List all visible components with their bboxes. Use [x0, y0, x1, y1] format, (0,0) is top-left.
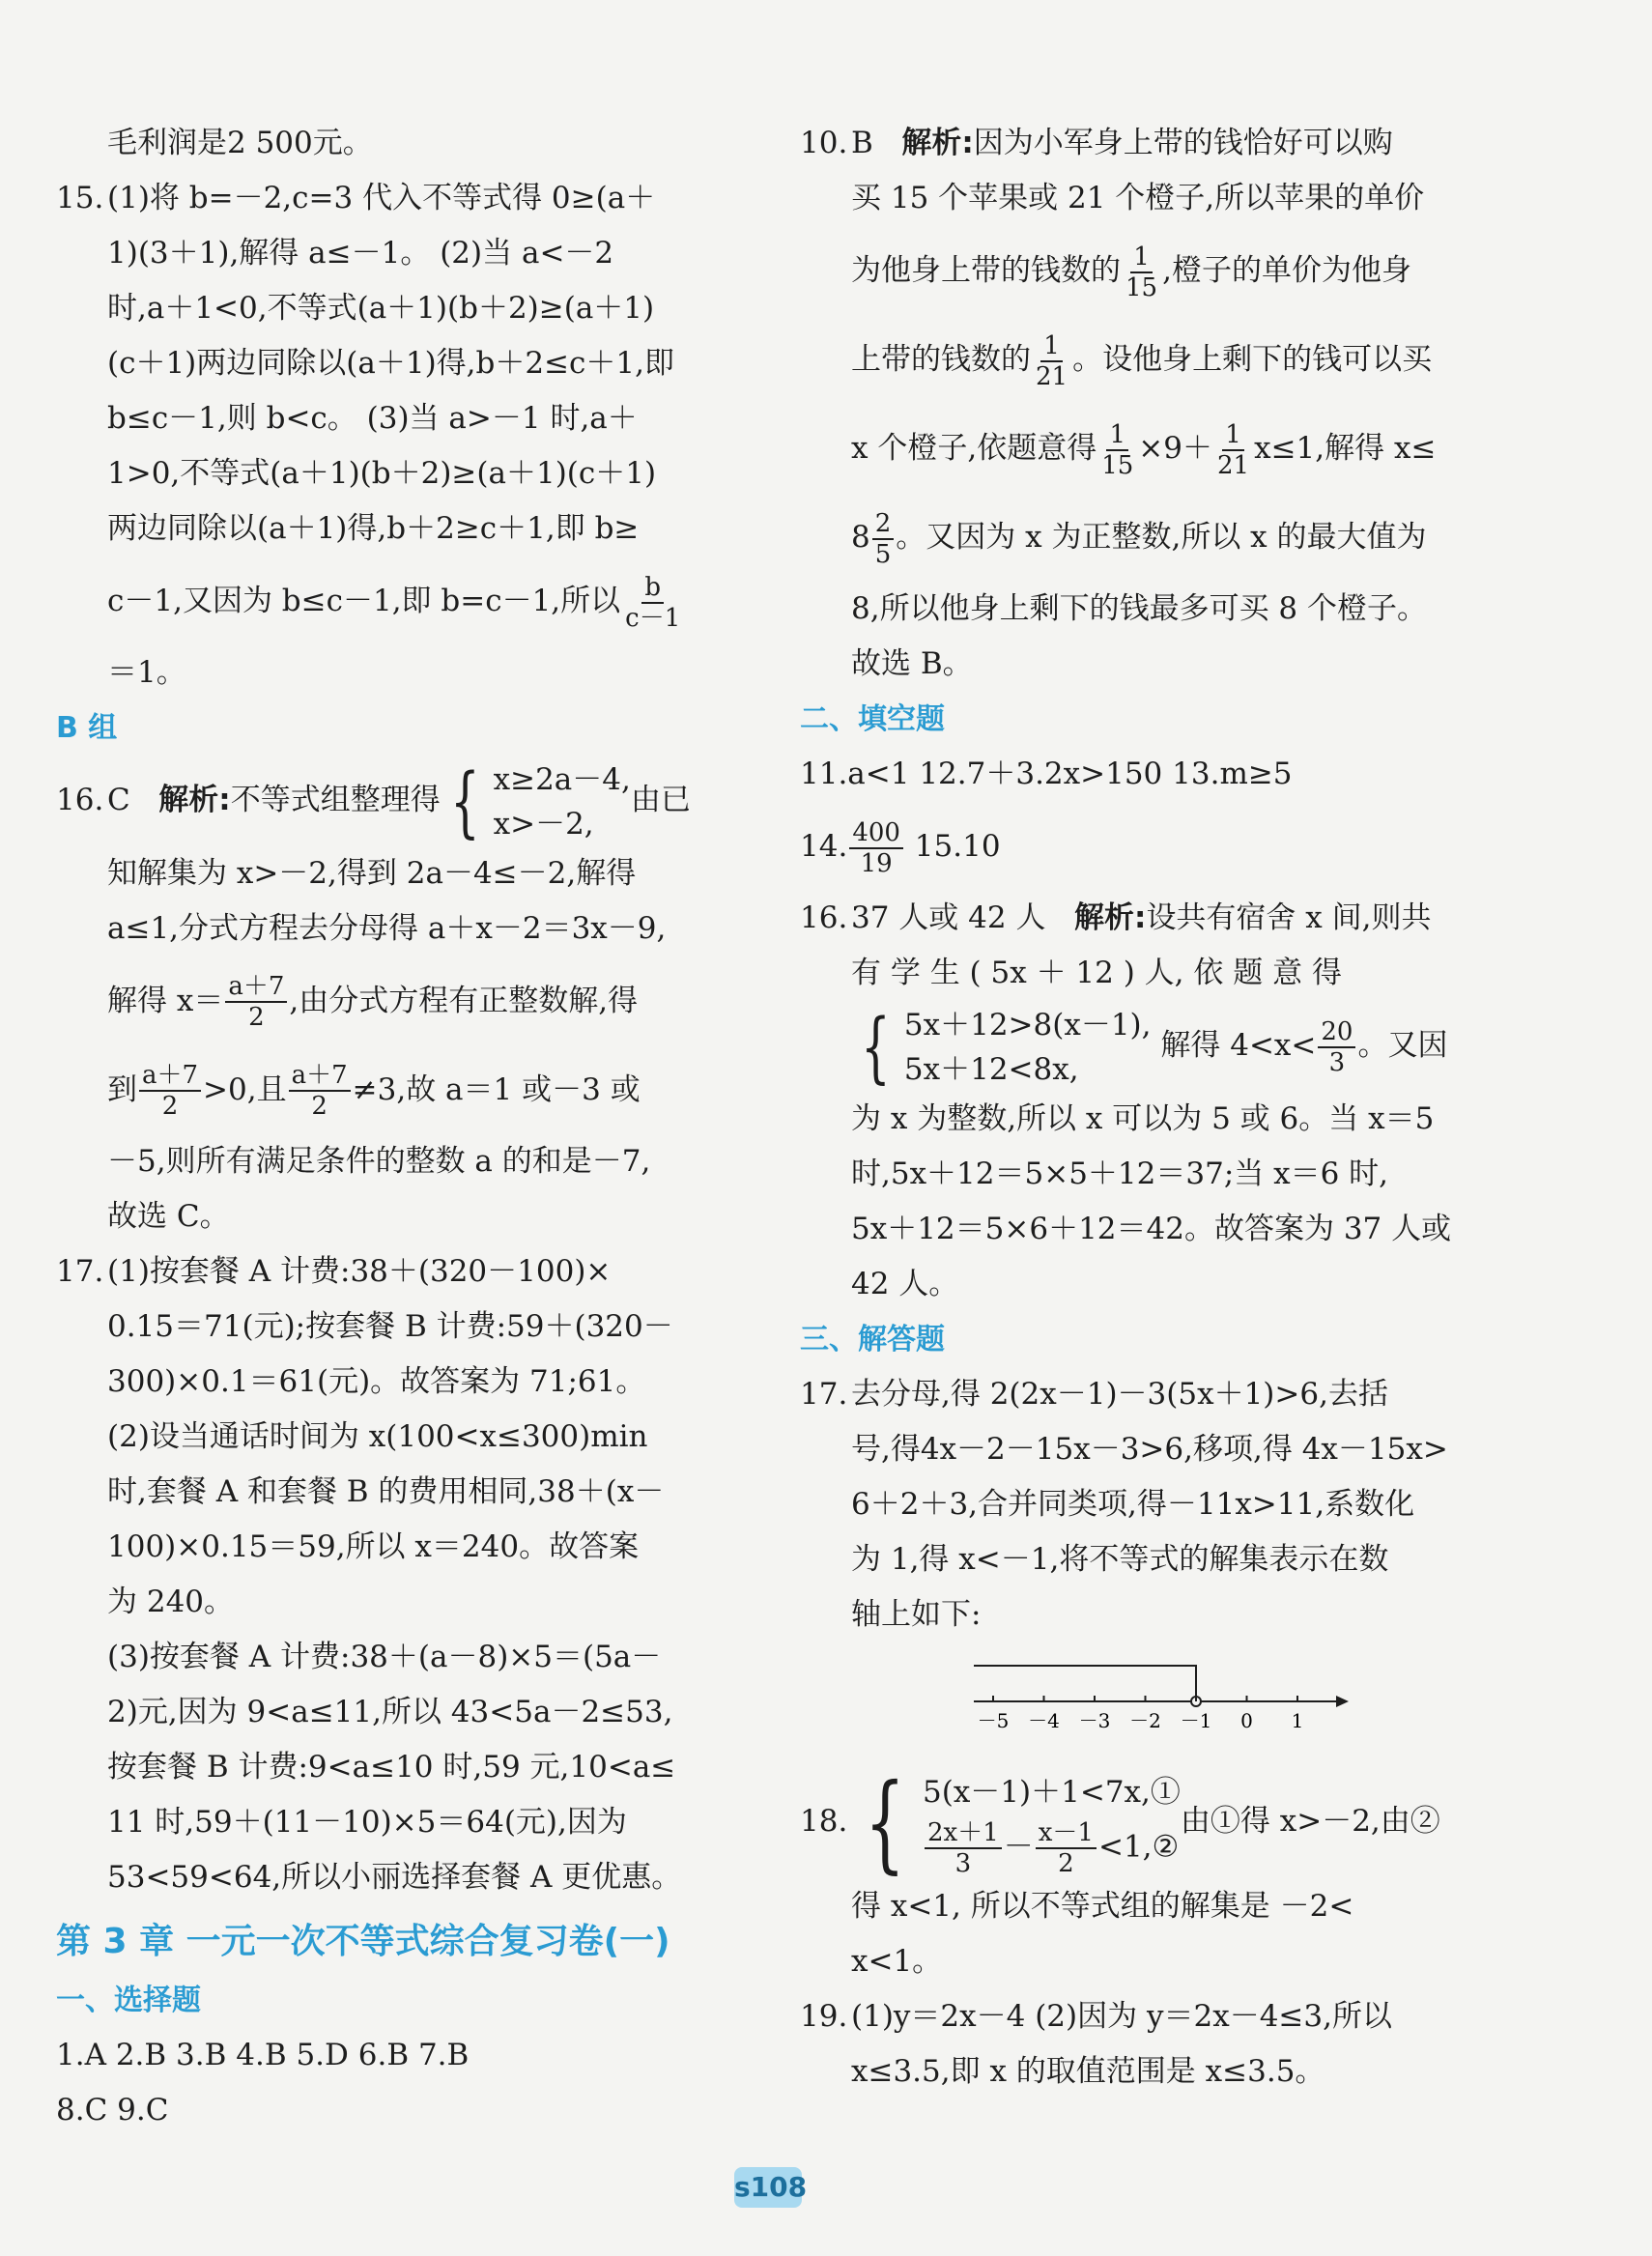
text-line: 轴上如下:	[851, 1596, 982, 1632]
question-number: 15.	[56, 181, 104, 215]
inequality-system: { x≥2a－4, x>－2,	[449, 756, 631, 846]
section-heading-group-b: B 组	[56, 711, 118, 745]
text-line: 6＋2＋3,合并同类项,得－11x>11,系数化	[851, 1486, 1415, 1522]
fraction: $\frac{20}{3}$	[1318, 1017, 1355, 1077]
text-line: 时,套餐 A 和套餐 B 的费用相同,38＋(x－	[107, 1473, 665, 1509]
question-18: 18. { 5(x－1)＋1<7x,① $\frac{2x+1}{3}$ － $\frac{x-1}{2}$ <1,② 由①得 x>－2,由② 得 x<1, 所以不等式组的解集是 －2< x<1。	[800, 1763, 1457, 1989]
axis-tick-label: －3	[1078, 1708, 1111, 1732]
text-line: 时,5x＋12＝5×5＋12＝37;当 x＝6 时,	[851, 1156, 1389, 1191]
section-heading-fill: 二、填空题	[800, 702, 945, 736]
text-line: x<1。	[851, 1943, 943, 1979]
question-16: 16. 37 人或 42 人 解析:设共有宿舍 x 间,则共 有 学 生 ( 5x ＋ 12 ) 人, 依 题 意 得 { 5x＋12>8(x－1), 5x＋12<8x, 解得 4<x< $\frac{20}{3}$ 。又因 为 x 为整数,所以 x 可以为 5 或 6。当 x＝5 时,5x＋12＝5×5＋12＝37;当 x＝6 时, 5x＋12＝5×6＋12＝42。故答案为 37 人或 42 人。	[800, 891, 1457, 1312]
text-line: 知解集为 x>－2,得到 2a－4≤－2,解得	[107, 855, 637, 891]
question-number: 17.	[56, 1253, 104, 1289]
inequality-system: { 5(x－1)＋1<7x,① $\frac{2x+1}{3}$ － $\frac{x-1}{2}$ <1,②	[865, 1760, 1181, 1884]
choice-answers-line: 1.A 2.B 3.B 4.B 5.D 6.B 7.B	[56, 2037, 470, 2072]
text-line: { 5x＋12>8(x－1), 5x＋12<8x, 解得 4<x< $\frac{20}{3}$ 。又因	[800, 1001, 1457, 1092]
fill-answers-line: 11.a<1 12.7＋3.2x>150 13.m≥5	[800, 757, 1293, 791]
fraction: $\frac{1}{15}$	[1101, 419, 1134, 480]
number-line-diagram	[964, 1648, 1457, 1754]
axis-tick-label: 0	[1240, 1708, 1253, 1732]
text-line: a≤1,分式方程去分母得 a＋x－2＝3x－9,	[107, 910, 667, 946]
fraction: $\frac{a+7}{2}$	[139, 1061, 201, 1121]
page-number-badge: s108	[734, 2167, 802, 2208]
question-number: 16.	[56, 783, 104, 817]
text-line: 1>0,不等式(a＋1)(b＋2)≥(a＋1)(c＋1)	[107, 456, 657, 491]
text-line: 1)(3＋1),解得 a≤－1。 (2)当 a<－2	[107, 236, 614, 271]
inequality-system: { 5x＋12>8(x－1), 5x＋12<8x,	[861, 1001, 1152, 1092]
fraction: $\frac{a+7}{2}$	[289, 1061, 351, 1121]
text-line: x≤3.5,即 x 的取值范围是 x≤3.5。	[851, 2053, 1325, 2089]
axis-tick-label: －5	[977, 1708, 1010, 1732]
question-15: 15. (1)将 b=－2,c=3 代入不等式得 0≥(a＋ 1)(3＋1),解得 a≤－1。 (2)当 a<－2 时,a＋1<0,不等式(a＋1)(b＋2)≥(a＋1) (c＋1)两边同除以(a＋1)得,b＋2≤c＋1,即 b≤c－1,则 b<c。 (3)当 a>－1 时,a＋ 1>0,不等式(a＋1)(b＋2)≥(a＋1)(c＋1) 两边同除以(a＋1)得,b＋2≥c＋1,即 b≥ c－1,又因为 b≤c－1,即 b=c－1,所以 $\frac{b}{c-1}$ ＝1。	[56, 171, 723, 700]
question-10: 10. B 解析:因为小军身上带的钱恰好可以购 买 15 个苹果或 21 个橙子,所以苹果的单价 为他身上带的钱数的 $\frac{1}{15}$ ,橙子的单价为他身 上带的钱数的 $\frac{1}{21}$ 。设他身上剩下的钱可以买 x 个橙子,依题意得 $\frac{1}{15}$ ×9＋ $\frac{1}{21}$ x≤1,解得 x≤ 8 $\frac{2}{5}$ 。又因为 x 为正整数,所以 x 的最大值为 8,所以他身上剩下的钱最多可买 8 个橙子。 故选 B。	[800, 116, 1457, 692]
text-line: ＝1。	[107, 655, 186, 690]
text-line: 为 x 为整数,所以 x 可以为 5 或 6。当 x＝5	[851, 1100, 1435, 1136]
question-16: 16. C 解析:不等式组整理得 { x≥2a－4, x>－2, 由已 知解集为 x>－2,得到 2a－4≤－2,解得 a≤1,分式方程去分母得 a＋x－2＝3x－9, 解得 x＝ $\frac{a+7}{2}$ ,由分式方程有正整数解,得 到 $\frac{a+7}{2}$ >0,且 $\frac{a+7}{2}$ ≠3,故 a＝1 或－3 或 －5,则所有满足条件的整数 a 的和是－7, 故选 C。	[56, 756, 723, 1244]
text-line: 故选 C。	[107, 1198, 230, 1234]
axis-tick-label: －1	[1180, 1708, 1212, 1732]
section-heading-solve: 三、解答题	[800, 1322, 945, 1356]
fraction: $\frac{2}{5}$	[872, 509, 895, 569]
text-line: 故选 B。	[851, 646, 973, 681]
text-line: 8,所以他身上剩下的钱最多可买 8 个橙子。	[851, 591, 1428, 626]
text-line: 得 x<1, 所以不等式组的解集是 －2<	[851, 1888, 1354, 1924]
text-line: 时,a＋1<0,不等式(a＋1)(b＋2)≥(a＋1)	[107, 291, 655, 326]
analysis-label: 解析:	[1074, 900, 1147, 935]
fraction: $\frac{1}{21}$	[1217, 419, 1250, 480]
analysis-label: 解析:	[901, 126, 974, 160]
text-line: c－1,又因为 b≤c－1,即 b=c－1,所以 $\frac{b}{c-1}$	[56, 557, 723, 645]
fraction: $\frac{a+7}{2}$	[225, 972, 287, 1032]
question-number: 18.	[800, 1803, 848, 1839]
text-line: (3)按套餐 A 计费:38＋(a－8)×5＝(5a－	[107, 1639, 662, 1674]
choice-answers-line: 8.C 9.C	[56, 2092, 169, 2127]
text-line: 有 学 生 ( 5x ＋ 12 ) 人, 依 题 意 得	[851, 956, 1342, 990]
fraction: $\frac{1}{21}$	[1036, 330, 1068, 391]
question-number: 16.	[800, 900, 848, 935]
text-line: 按套餐 B 计费:9<a≤10 时,59 元,10<a≤	[107, 1749, 676, 1785]
question-number: 19.	[800, 1998, 848, 2034]
text-line: 0.15＝71(元);按套餐 B 计费:59＋(320－	[107, 1308, 673, 1344]
text-line: －5,则所有满足条件的整数 a 的和是－7,	[107, 1143, 651, 1179]
text-line: (c＋1)两边同除以(a＋1)得,b＋2≤c＋1,即	[107, 346, 675, 381]
section-heading-choice: 一、选择题	[56, 1983, 201, 2017]
text-line: 为 240。	[107, 1584, 235, 1619]
text-line: 毛利润是2 500元。	[107, 126, 373, 160]
analysis-label: 解析:	[158, 783, 231, 817]
text-line: 解得 x＝ $\frac{a+7}{2}$ ,由分式方程有正整数解,得	[107, 972, 639, 1032]
text-line: 300)×0.1＝61(元)。故答案为 71;61。	[107, 1363, 646, 1399]
question-17: 17. 去分母,得 2(2x－1)－3(5x＋1)>6,去括 号,得4x－2－15x－3>6,移项,得 4x－15x> 6＋2＋3,合并同类项,得－11x>11,系数化 为 1,得 x<－1,将不等式的解集表示在数 轴上如下: －5 －4 －3 －2 －1 0 1	[800, 1367, 1457, 1754]
text-line: 买 15 个苹果或 21 个橙子,所以苹果的单价	[851, 181, 1425, 215]
text-line: 5x＋12＝5×6＋12＝42。故答案为 37 人或	[851, 1211, 1452, 1246]
chapter-heading: 第 3 章 一元一次不等式综合复习卷(一)	[56, 1921, 670, 1961]
text-line: (2)设当通话时间为 x(100<x≤300)min	[107, 1418, 648, 1454]
question-number: 10.	[800, 126, 848, 160]
right-column	[800, 116, 1457, 2099]
text-line: 两边同除以(a＋1)得,b＋2≥c＋1,即 b≥	[107, 511, 640, 546]
axis-tick-label: －4	[1028, 1708, 1060, 1732]
text-line: 11 时,59＋(11－10)×5＝64(元),因为	[107, 1804, 627, 1840]
text-line: 42 人。	[851, 1266, 959, 1301]
text-line: 53<59<64,所以小丽选择套餐 A 更优惠。	[107, 1859, 682, 1895]
left-column	[56, 116, 723, 2138]
text-line: b≤c－1,则 b<c。 (3)当 a>－1 时,a＋	[107, 401, 638, 436]
fraction: $\frac{b}{c-1}$	[625, 572, 681, 633]
text-line: 到 $\frac{a+7}{2}$ >0,且 $\frac{a+7}{2}$ ≠3,故 a＝1 或－3 或	[107, 1061, 641, 1121]
axis-tick-label: 1	[1291, 1708, 1304, 1732]
text-line: 2)元,因为 9<a≤11,所以 43<5a－2≤53,	[107, 1694, 673, 1729]
text-line: 为他身上带的钱数的 $\frac{1}{15}$ ,橙子的单价为他身	[851, 242, 1411, 302]
text-line: 号,得4x－2－15x－3>6,移项,得 4x－15x>	[851, 1431, 1448, 1467]
fill-answers-line: 14. $\frac{400}{19}$ 15.10	[800, 817, 1001, 878]
question-number: 17.	[800, 1376, 848, 1412]
fraction: $\frac{1}{15}$	[1125, 242, 1158, 302]
text-line: 100)×0.15＝59,所以 x＝240。故答案	[107, 1528, 640, 1564]
text-line: 上带的钱数的 $\frac{1}{21}$ 。设他身上剩下的钱可以买	[851, 330, 1433, 391]
text-line: 为 1,得 x<－1,将不等式的解集表示在数	[851, 1541, 1389, 1577]
text-line: x 个橙子,依题意得 $\frac{1}{15}$ ×9＋ $\frac{1}{21}$ x≤1,解得 x≤	[851, 419, 1437, 480]
question-19: 19. (1)y＝2x－4 (2)因为 y＝2x－4≤3,所以 x≤3.5,即 x 的取值范围是 x≤3.5。	[800, 1989, 1457, 2099]
axis-tick-label: －2	[1129, 1708, 1161, 1732]
text-line: 8 $\frac{2}{5}$ 。又因为 x 为正整数,所以 x 的最大值为	[851, 508, 1427, 569]
question-17: 17. (1)按套餐 A 计费:38＋(320－100)× 0.15＝71(元);按套餐 B 计费:59＋(320－ 300)×0.1＝61(元)。故答案为 71;61。 (2)设当通话时间为 x(100<x≤300)min 时,套餐 A 和套餐 B 的费用相同,38＋(x－ 100)×0.15＝59,所以 x＝240。故答案 为 240。 (3)按套餐 A 计费:38＋(a－8)×5＝(5a－ 2)元,因为 9<a≤11,所以 43<5a－2≤53, 按套餐 B 计费:9<a≤10 时,59 元,10<a≤ 11 时,59＋(11－10)×5＝64(元),因为 53<59<64,所以小丽选择套餐 A 更优惠。	[56, 1244, 723, 1905]
fraction: $\frac{400}{19}$	[849, 818, 903, 878]
